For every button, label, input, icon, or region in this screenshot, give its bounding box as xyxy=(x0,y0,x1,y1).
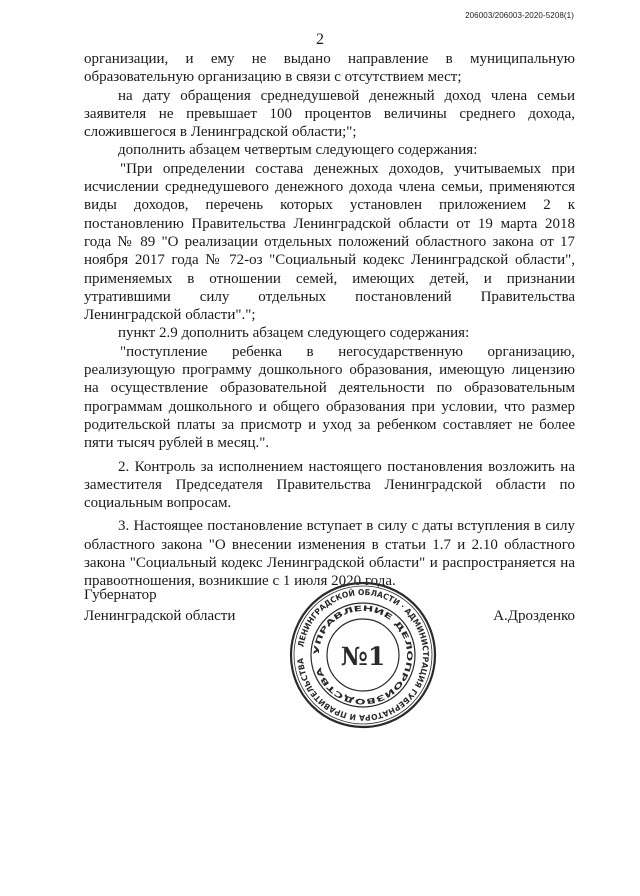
paragraph-add-fourth: дополнить абзацем четвертым следующего содержания: xyxy=(118,142,478,159)
signatory-region: Ленинградской области xyxy=(84,608,236,624)
paragraph-income-condition: на дату обращения среднедушевой денежный доход члена семьи заявителя не превышает 100 процентов величины среднего дохода, сложившегося в Ленинградской области;"; xyxy=(84,87,575,141)
paragraph-income-definition: "При определении состава денежных доходов, учитываемых при исчислении среднедушевого денежного дохода члена семьи, применяются виды доходов, перечень которых установлен приложением 2 к постановлению Правительства Ленинградской области от 19 марта 2018 года № 89 "О реализации отдельных положений областного закона от 17 ноября 2017 года № 72-оз "Социальный кодекс Ленинградской области", применяемых в отношении семей, имеющих детей, и признании утратившими силу отдельных постановлений Правительства Ленинградской области"."; xyxy=(84,160,575,324)
paragraph-effective-date: 3. Настоящее постановление вступает в силу с даты вступления в силу областного закона "О внесении изменения в статьи 1.7 и 2.10 областного закона "Социальный кодекс Ленинградской области" и распространяется на правоотношения, возникшие с 1 июля 2020 года. xyxy=(84,518,575,590)
paragraph-private-kindergarten: "поступление ребенка в негосударственную организацию, реализующую программу дошкольного образования, имеющую лицензию на осуществление образовательной деятельности по образовательным программам дошкольного и общего образования при условии, что размер родительской платы за присмотр и уход за ребенком составляет не более пяти тысяч рублей в месяц.". xyxy=(84,343,575,452)
document-id: 206003/206003-2020-5208(1) xyxy=(465,11,574,20)
seal-inner-ring-text: УПРАВЛЕНИЕ ДЕЛОПРОИЗВОДСТВА xyxy=(311,603,415,707)
signatory-title: Губернатор xyxy=(84,587,157,603)
page-number: 2 xyxy=(316,31,324,48)
document-body xyxy=(84,50,575,591)
official-seal-stamp xyxy=(288,580,438,730)
paragraph-control: 2. Контроль за исполнением настоящего постановления возложить на заместителя Председателя Правительства Ленинградской области по социальным вопросам. xyxy=(84,458,575,512)
seal-outer-ring-text: ЛЕНИНГРАДСКОЙ ОБЛАСТИ · АДМИНИСТРАЦИЯ ГУБЕРНАТОРА И ПРАВИТЕЛЬСТВА xyxy=(295,587,431,723)
signatory-name: А.Дрозденко xyxy=(493,608,575,624)
paragraph-continuation: организации, и ему не выдано направление в муниципальную образовательную организацию в связи с отсутствием мест; xyxy=(84,51,575,86)
seal-number: №1 xyxy=(340,642,386,671)
paragraph-item-2-9: пункт 2.9 дополнить абзацем следующего содержания: xyxy=(118,325,470,342)
